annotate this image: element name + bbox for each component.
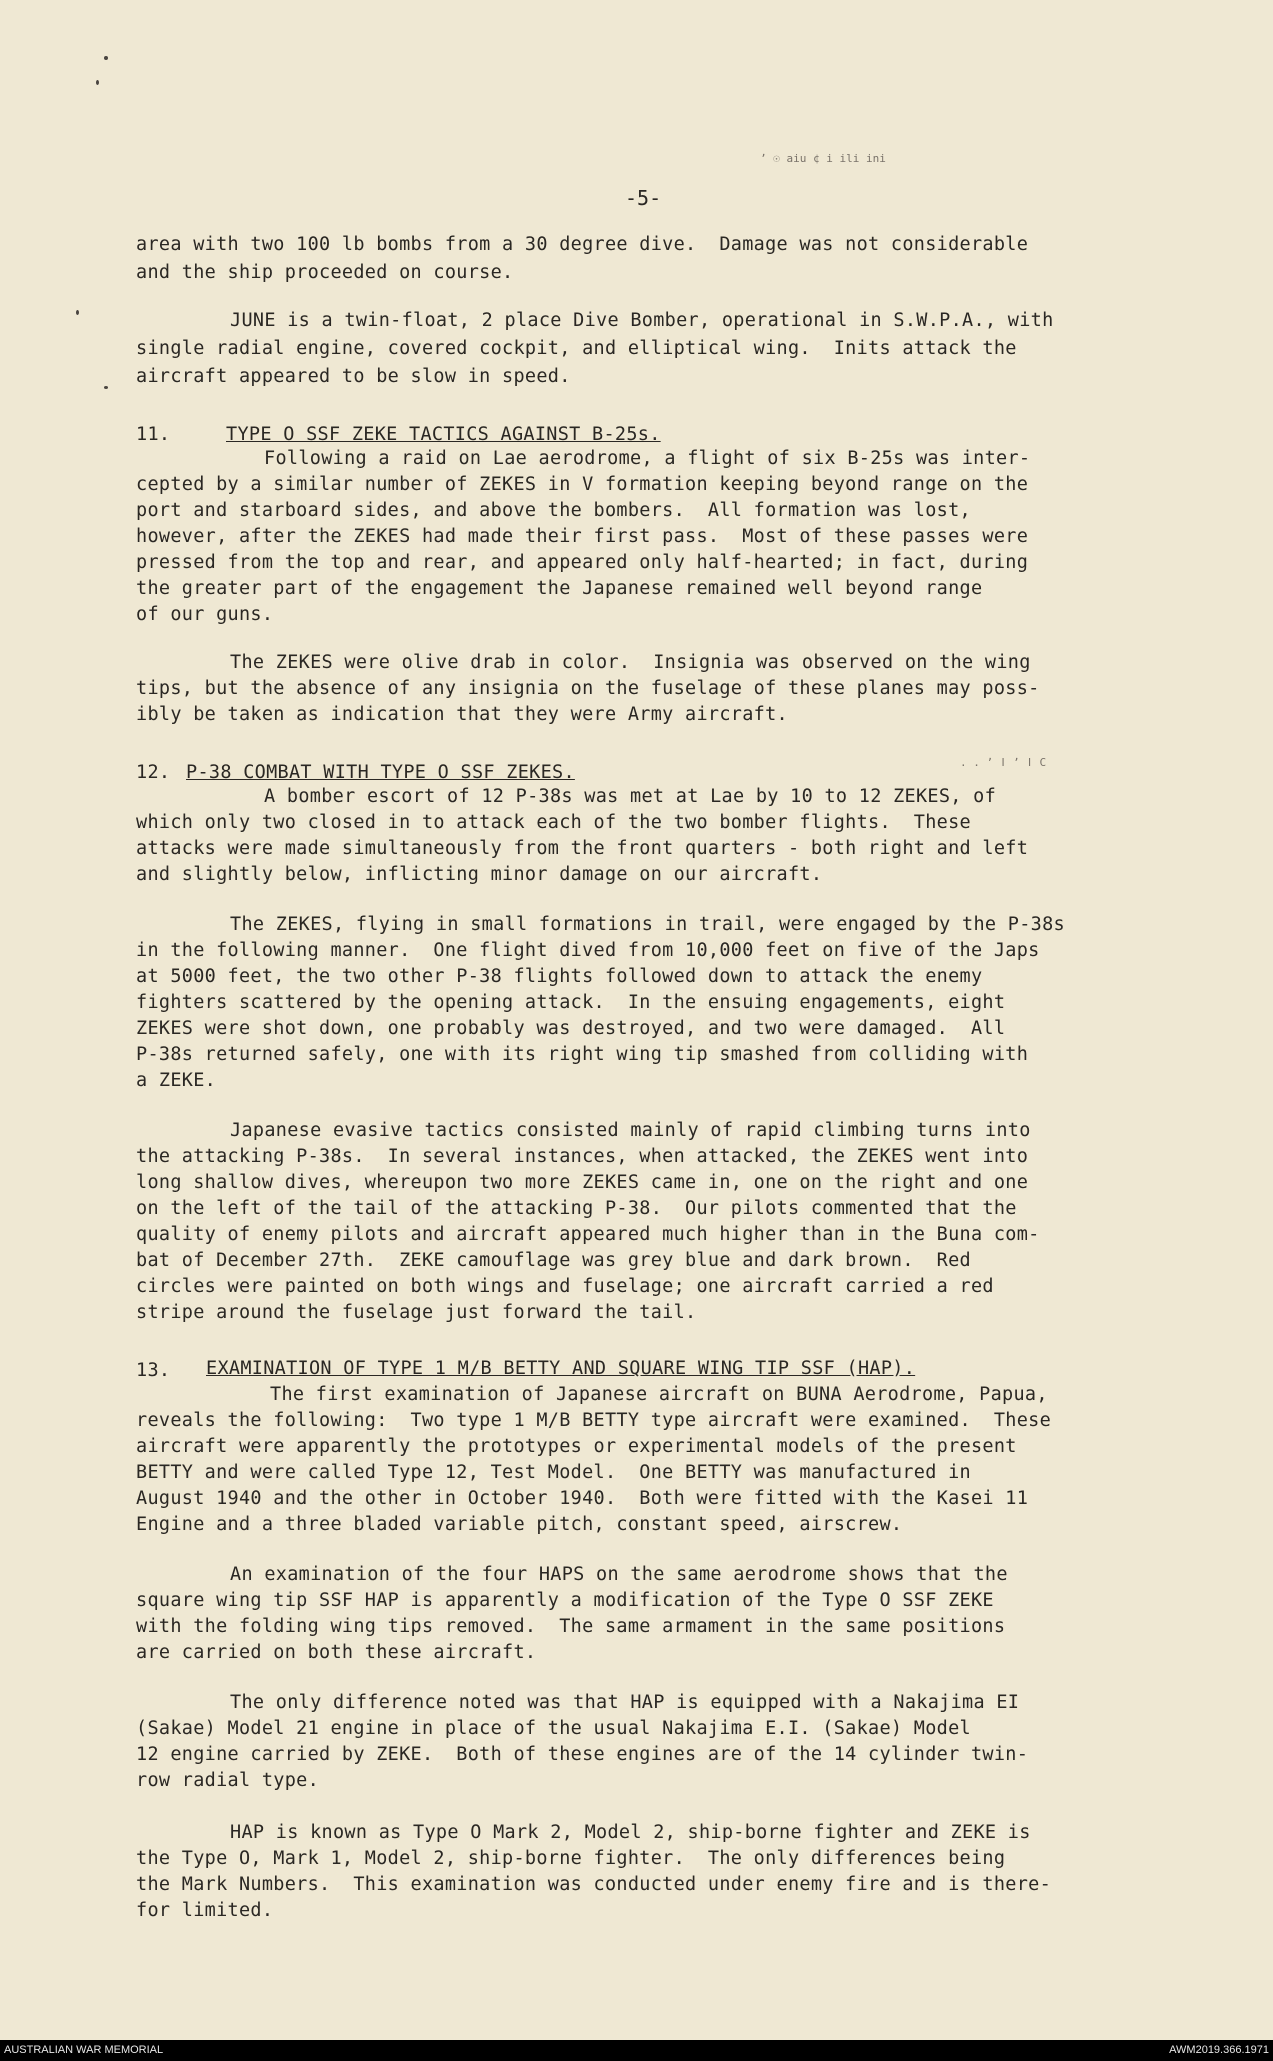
text-line: long shallow dives, whereupon two more ZEKES came in, one on the right and one (136, 1172, 1029, 1193)
text-line: Engine and a three bladed variable pitch, constant speed, airscrew. (136, 1514, 903, 1535)
text-line: the greater part of the engagement the Japanese remained well beyond range (136, 578, 983, 599)
section-heading: EXAMINATION OF TYPE 1 M/B BETTY AND SQUARE WING TIP SSF (HAP). (206, 1358, 916, 1379)
section-number: 12. (136, 762, 171, 783)
text-line: August 1940 and the other in October 1940. Both were fitted with the Kasei 11 (136, 1488, 1029, 1509)
text-line: ibly be taken as indication that they were Army aircraft. (136, 704, 788, 725)
text-line: with the folding wing tips removed. The same armament in the same positions (136, 1616, 1006, 1637)
text-line: The ZEKES were olive drab in color. Insignia was observed on the wing (230, 652, 1031, 673)
text-line: stripe around the fuselage just forward the tail. (136, 1302, 697, 1323)
text-line: P-38s returned safely, one with its right wing tip smashed from colliding with (136, 1044, 1029, 1065)
text-line: area with two 100 lb bombs from a 30 degree dive. Damage was not considerable (136, 234, 1029, 255)
footer-accession-number: AWM2019.366.1971 (1169, 2044, 1269, 2056)
text-line: the attacking P-38s. In several instances, when attacked, the ZEKES went into (136, 1146, 1029, 1167)
text-line: the Mark Numbers. This examination was conducted under enemy fire and is there- (136, 1874, 1052, 1895)
ink-speck (104, 56, 108, 60)
text-line: port and starboard sides, and above the bombers. All formation was lost, (136, 500, 971, 521)
text-line: HAP is known as Type O Mark 2, Model 2, ship-borne fighter and ZEKE is (230, 1822, 1031, 1843)
text-line: cepted by a similar number of ZEKES in V formation keeping beyond range on the (136, 474, 1029, 495)
page-number: -5- (625, 186, 662, 210)
text-line: a ZEKE. (136, 1070, 217, 1091)
text-line: row radial type. (136, 1770, 320, 1791)
ink-speck (76, 310, 79, 315)
archive-footer (0, 2040, 1273, 2061)
text-line: (Sakae) Model 21 engine in place of the usual Nakajima E.I. (Sakae) Model (136, 1718, 971, 1739)
text-line: on the left of the tail of the attacking P-38. Our pilots commented that the (136, 1198, 1017, 1219)
text-line: pressed from the top and rear, and appeared only half-hearted; in fact, during (136, 552, 1029, 573)
text-line: the Type O, Mark 1, Model 2, ship-borne fighter. The only differences being (136, 1848, 1006, 1869)
text-line: which only two closed in to attack each of the two bomber flights. These (136, 812, 971, 833)
text-line: in the following manner. One flight dived from 10,000 feet on five of the Japs (136, 940, 1040, 961)
text-line: Japanese evasive tactics consisted mainly of rapid climbing turns into (230, 1120, 1031, 1141)
text-line: at 5000 feet, the two other P-38 flights followed down to attack the enemy (136, 966, 983, 987)
section-heading: TYPE O SSF ZEKE TACTICS AGAINST B-25s. (226, 424, 661, 445)
section-heading: P-38 COMBAT WITH TYPE O SSF ZEKES. (186, 762, 575, 783)
text-line: single radial engine, covered cockpit, and elliptical wing. Inits attack the (136, 338, 1017, 359)
text-line: square wing tip SSF HAP is apparently a modification of the Type O SSF ZEKE (136, 1590, 994, 1611)
text-line: A bomber escort of 12 P-38s was met at Lae by 10 to 12 ZEKES, of (264, 786, 997, 807)
text-line: for limited. (136, 1900, 274, 1921)
ink-speck (104, 386, 108, 389)
faint-stamp-mid: . . ʼ ǀ ʼ ǀ C (960, 756, 1047, 769)
text-line: quality of enemy pilots and aircraft appeared much higher than in the Buna com- (136, 1224, 1040, 1245)
text-line: of our guns. (136, 604, 274, 625)
text-line: attacks were made simultaneously from the front quarters - both right and left (136, 838, 1029, 859)
text-line: Following a raid on Lae aerodrome, a flight of six B-25s was inter- (264, 448, 1031, 469)
section-number: 13. (136, 1360, 171, 1381)
text-line: tips, but the absence of any insignia on the fuselage of these planes may poss- (136, 678, 1040, 699)
text-line: An examination of the four HAPS on the same aerodrome shows that the (230, 1564, 1008, 1585)
text-line: ZEKES were shot down, one probably was destroyed, and two were damaged. All (136, 1018, 1006, 1039)
text-line: The only difference noted was that HAP is equipped with a Nakajima EI (230, 1692, 1020, 1713)
text-line: 12 engine carried by ZEKE. Both of these engines are of the 14 cylinder twin- (136, 1744, 1029, 1765)
text-line: JUNE is a twin-float, 2 place Dive Bomber, operational in S.W.P.A., with (230, 310, 1054, 331)
text-line: BETTY and were called Type 12, Test Model. One BETTY was manufactured in (136, 1462, 971, 1483)
faint-stamp-top: ʼ ☉ aiu ¢ i ili ini (760, 152, 886, 165)
text-line: circles were painted on both wings and fuselage; one aircraft carried a red (136, 1276, 994, 1297)
text-line: bat of December 27th. ZEKE camouflage was grey blue and dark brown. Red (136, 1250, 971, 1271)
text-line: reveals the following: Two type 1 M/B BETTY type aircraft were examined. These (136, 1410, 1052, 1431)
text-line: however, after the ZEKES had made their first pass. Most of these passes were (136, 526, 1029, 547)
text-line: The first examination of Japanese aircraft on BUNA Aerodrome, Papua, (270, 1384, 1048, 1405)
footer-institution: AUSTRALIAN WAR MEMORIAL (4, 2044, 164, 2056)
ink-speck (96, 80, 99, 85)
text-line: aircraft were apparently the prototypes or experimental models of the present (136, 1436, 1017, 1457)
text-line: and the ship proceeded on course. (136, 262, 514, 283)
text-line: are carried on both these aircraft. (136, 1642, 537, 1663)
text-line: and slightly below, inflicting minor damage on our aircraft. (136, 864, 823, 885)
text-line: fighters scattered by the opening attack. In the ensuing engagements, eight (136, 992, 1006, 1013)
text-line: The ZEKES, flying in small formations in trail, were engaged by the P-38s (230, 914, 1065, 935)
section-number: 11. (136, 424, 171, 445)
text-line: aircraft appeared to be slow in speed. (136, 366, 571, 387)
